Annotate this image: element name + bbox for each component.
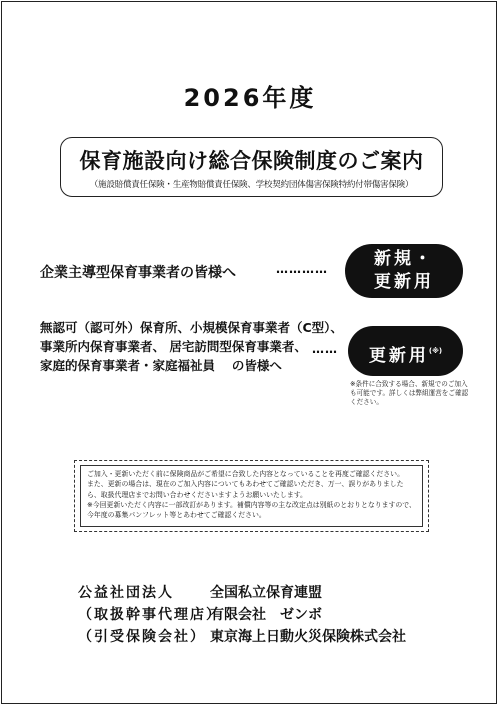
notice-box	[74, 460, 429, 532]
document-title: 保育施設向け総合保険制度のご案内	[79, 149, 424, 173]
org-role: （取扱幹事代理店）	[78, 607, 222, 623]
badge-renewal-mark: (※)	[428, 347, 443, 355]
notice-line-2: また、更新の場合は、現在のご加入内容についてもあわせてご確認いただき、万一、誤りがありましたら、取扱代理店までお問い合わせくださいますようお願いいたします。	[87, 480, 404, 499]
organizations	[78, 582, 406, 648]
badge-footnote: ※条件に合致する場合、新規でのご加入も可能です。詳しくは弊組運営をご確認ください。	[350, 380, 469, 406]
notice-line-1: ご加入・更新いただく前に保険商品がご希望に合致した内容となっていることを再度ご確認ください。	[87, 470, 404, 478]
badge-renewal-label: 更新用	[368, 346, 429, 366]
badge-renewal-line: 更新用	[374, 272, 434, 292]
target-enterprise-led: 企業主導型保育事業者の皆様へ	[40, 265, 236, 281]
year-title: 2026年度	[183, 84, 317, 112]
target-other-providers	[40, 318, 343, 375]
leader-dots-1: …………	[276, 262, 328, 276]
badge-new-line: 新規・	[374, 249, 434, 269]
org-row-insurer	[78, 626, 406, 648]
target2-line-1: 無認可（認可外）保育所、小規模保育事業者（C型）、	[40, 320, 343, 335]
title-box	[60, 137, 443, 197]
target2-line-3: 家庭的保育事業者・家庭福祉員 の皆様へ	[40, 358, 282, 373]
org-role: 公益社団法人	[78, 585, 174, 601]
badge-renewal	[348, 326, 463, 376]
org-name: 東京海上日動火災保険株式会社	[210, 629, 406, 645]
notice-line-3: ※今回更新いただく内容に一部改訂があります。補償内容等の主な改定点は別紙のとおりとなりますので、今年度の募集パンフレット等とあわせてご確認ください。	[87, 500, 416, 520]
notice-text	[80, 465, 423, 527]
badge-new-renewal	[345, 244, 463, 298]
target2-line-2: 事業所内保育事業者、 居宅訪問型保育事業者、	[40, 339, 307, 354]
org-role: （引受保険会社）	[78, 629, 206, 645]
org-name: 全国私立保育連盟	[210, 585, 322, 601]
document-subtitle: （施設賠償責任保険・生産物賠償責任保険、学校契約団体傷害保険特約付帯傷害保険）	[89, 180, 414, 190]
org-row-sponsor	[78, 582, 406, 604]
org-row-agency	[78, 604, 406, 626]
leader-dots-2: ……	[312, 342, 338, 356]
org-name: 有限会社 ゼンボ	[210, 607, 322, 623]
